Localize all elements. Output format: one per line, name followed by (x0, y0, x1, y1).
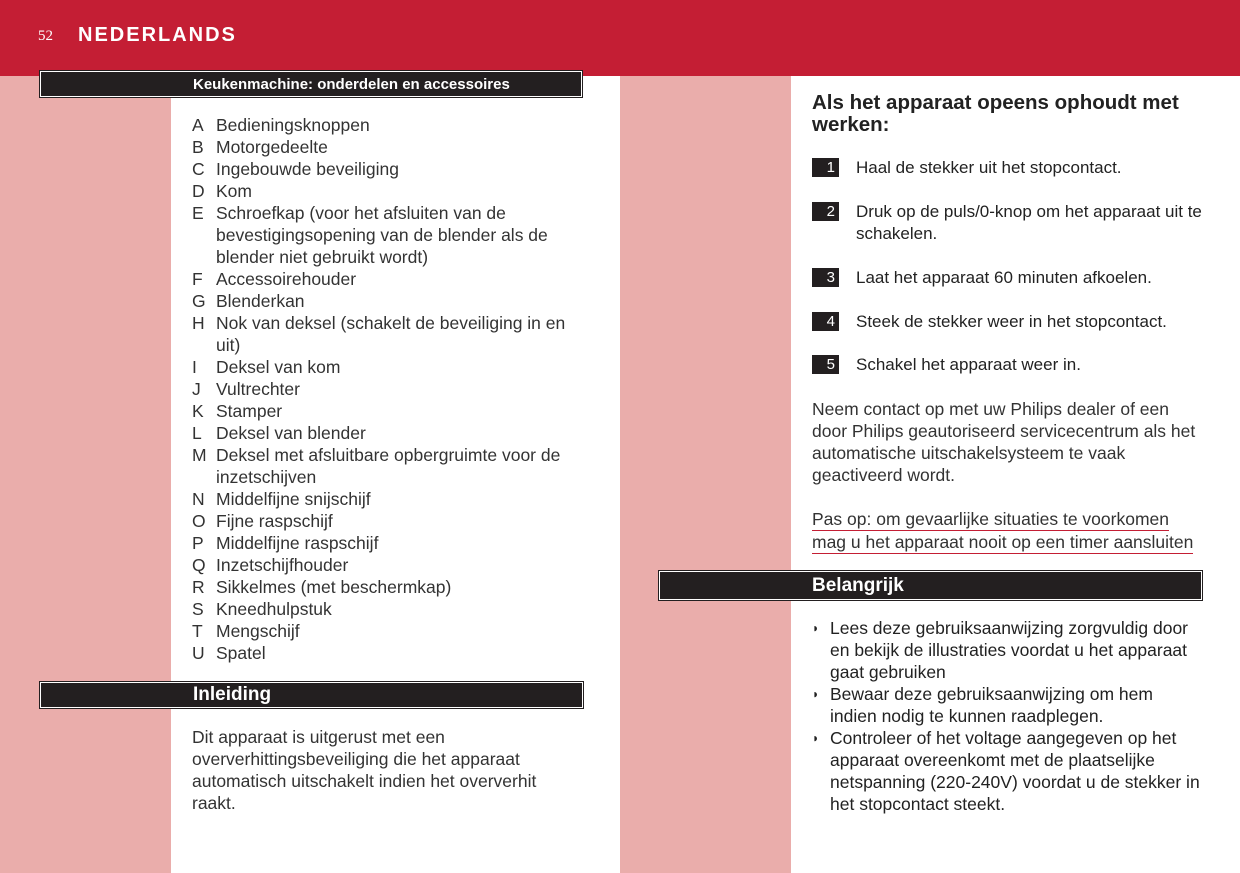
part-letter: C (192, 159, 205, 179)
warning-line: Pas op: om gevaarlijke situaties te voorkomen (812, 509, 1169, 529)
list-item (192, 378, 582, 400)
step-number: 2 (812, 202, 839, 221)
step-number: 1 (812, 158, 839, 177)
part-text: Inzetschijfhouder (216, 555, 349, 575)
bullet-text: Lees deze gebruiksaanwijzing zorgvuldig door en bekijk de illustraties voordat u het apparaat gaat gebruiken (830, 618, 1188, 682)
part-letter: A (192, 115, 204, 135)
list-item (192, 488, 582, 510)
part-text: Accessoirehouder (216, 269, 357, 289)
list-item (812, 727, 1202, 815)
part-text: Kom (216, 181, 252, 201)
parts-section-title: Keukenmachine: onderdelen en accessoires (193, 75, 510, 93)
half-circle-bullet-icon: ◗ (812, 687, 820, 701)
step-text: Haal de stekker uit het stopcontact. (856, 158, 1122, 177)
part-text: Sikkelmes (met beschermkap) (216, 577, 452, 597)
part-text: Blenderkan (216, 291, 305, 311)
half-circle-bullet-icon: ◗ (812, 731, 820, 745)
step-1 (812, 157, 1207, 179)
part-letter: E (192, 203, 204, 223)
step-text: Laat het apparaat 60 minuten afkoelen. (856, 268, 1152, 287)
list-item (192, 356, 582, 378)
part-letter: J (192, 379, 201, 399)
part-letter: K (192, 401, 204, 421)
bullet-text: Bewaar deze gebruiksaanwijzing om hem indien nodig te kunnen raadplegen. (830, 684, 1153, 726)
list-item (192, 312, 582, 356)
part-letter: T (192, 621, 203, 641)
list-item (192, 510, 582, 532)
list-item (812, 683, 1202, 727)
part-letter: U (192, 643, 205, 663)
part-text: Fijne raspschijf (216, 511, 333, 531)
step-5 (812, 354, 1207, 376)
part-letter: P (192, 533, 204, 553)
language-title: NEDERLANDS (78, 24, 237, 46)
step-number: 5 (812, 355, 839, 374)
part-text: Spatel (216, 643, 266, 663)
list-item (192, 532, 582, 554)
part-letter: Q (192, 555, 206, 575)
step-text: Steek de stekker weer in het stopcontact. (856, 312, 1167, 331)
part-text: Bedieningsknoppen (216, 115, 370, 135)
page-header (0, 0, 1240, 76)
list-item (812, 617, 1202, 683)
part-text: Deksel met afsluitbare opbergruimte voor de inzetschijven (216, 445, 561, 487)
part-letter: L (192, 423, 202, 443)
important-section-title: Belangrijk (812, 574, 904, 596)
list-item (192, 444, 582, 488)
part-text: Deksel van blender (216, 423, 366, 443)
list-item (192, 136, 582, 158)
list-item (192, 576, 582, 598)
list-item (192, 620, 582, 642)
half-circle-bullet-icon: ◗ (812, 621, 820, 635)
part-text: Ingebouwde beveiliging (216, 159, 399, 179)
intro-text: Dit apparaat is uitgerust met een oververhittingsbeveiliging die het apparaat automatisch uitschakelt indien het oververhit raakt. (192, 727, 537, 813)
list-item (192, 158, 582, 180)
step-3 (812, 267, 1207, 289)
part-letter: B (192, 137, 204, 157)
list-item (192, 202, 582, 268)
list-item (192, 642, 582, 664)
part-text: Deksel van kom (216, 357, 341, 377)
list-item (192, 268, 582, 290)
part-letter: R (192, 577, 205, 597)
contact-text: Neem contact op met uw Philips dealer of een door Philips geautoriseerd servicecentrum als het automatische uitschakelsysteem te vaak geactiveerd wordt. (812, 399, 1196, 485)
step-text: Druk op de puls/0-knop om het apparaat uit te schakelen. (856, 202, 1202, 243)
left-margin-band (0, 76, 171, 873)
parts-section-bar (40, 71, 582, 97)
list-item (192, 114, 582, 136)
part-letter: N (192, 489, 205, 509)
part-text: Vultrechter (216, 379, 300, 399)
step-2 (812, 201, 1207, 245)
important-list (812, 617, 1202, 815)
list-item (192, 400, 582, 422)
part-letter: D (192, 181, 205, 201)
warning-note (812, 508, 1207, 554)
part-text: Middelfijne snijschijf (216, 489, 371, 509)
part-letter: I (192, 357, 197, 377)
part-text: Motorgedeelte (216, 137, 328, 157)
part-text: Stamper (216, 401, 283, 421)
part-text: Middelfijne raspschijf (216, 533, 379, 553)
important-section-bar (659, 571, 1202, 600)
list-item (192, 180, 582, 202)
list-item (192, 290, 582, 312)
list-item (192, 554, 582, 576)
list-item (192, 422, 582, 444)
page-number: 52 (38, 28, 53, 44)
step-number: 4 (812, 312, 839, 331)
part-letter: F (192, 269, 203, 289)
part-text: Mengschijf (216, 621, 300, 641)
middle-margin-band (620, 76, 791, 873)
bullet-text: Controleer of het voltage aangegeven op het apparaat overeenkomt met de plaatselijke netspanning (220-240V) voordat u de stekker in het stopcontact steekt. (830, 728, 1200, 814)
part-letter: M (192, 445, 207, 465)
part-letter: G (192, 291, 206, 311)
part-text: Schroefkap (voor het afsluiten van de bevestigingsopening van de blender als de blender niet gebruikt wordt) (216, 203, 548, 267)
part-letter: O (192, 511, 206, 531)
stop-heading: Als het apparaat opeens ophoudt met werken: (812, 91, 1179, 136)
step-text: Schakel het apparaat weer in. (856, 355, 1081, 374)
intro-section-bar (40, 682, 583, 708)
intro-section-title: Inleiding (193, 684, 272, 705)
warning-line: mag u het apparaat nooit op een timer aansluiten (812, 532, 1194, 552)
step-number: 3 (812, 268, 839, 287)
list-item (192, 598, 582, 620)
part-text: Kneedhulpstuk (216, 599, 332, 619)
part-text: Nok van deksel (schakelt de beveiliging in en uit) (216, 313, 566, 355)
part-letter: H (192, 313, 205, 333)
step-4 (812, 311, 1207, 333)
part-letter: S (192, 599, 204, 619)
parts-list (192, 114, 582, 664)
